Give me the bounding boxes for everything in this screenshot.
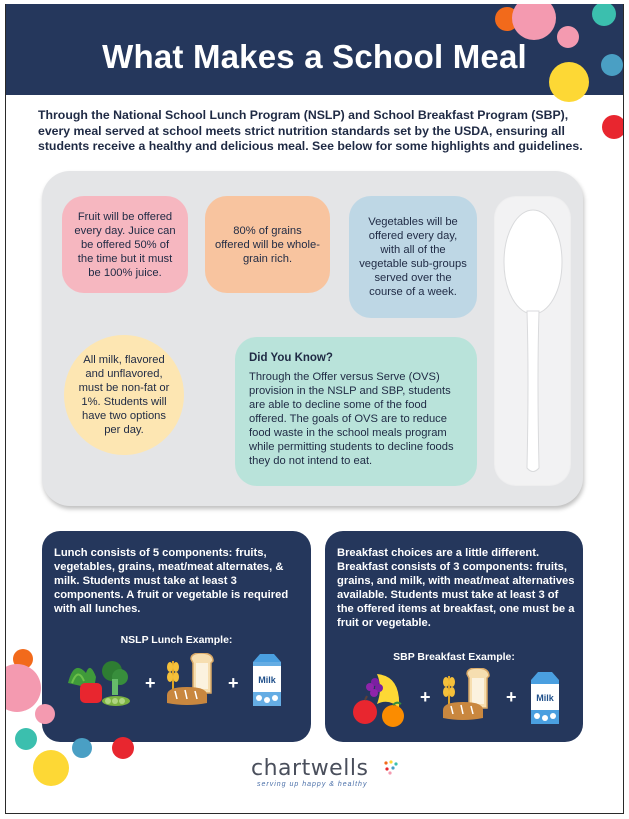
- decorative-dot: [5, 664, 41, 712]
- lunch-description: Lunch consists of 5 components: fruits, vegetables, grains, meat/meat alternates, & milk. Students must take at least 3 components. A fruit or vegetable is required with all lunches.: [54, 547, 289, 615]
- lunch-tray: [42, 171, 583, 506]
- spoon-icon: [494, 196, 571, 486]
- grains-compartment: [205, 196, 330, 293]
- breakfast-panel: [325, 531, 583, 742]
- decorative-dot: [602, 115, 624, 139]
- decorative-dot: [72, 738, 92, 758]
- did-you-know-body: Through the Offer versus Serve (OVS) provision in the NSLP and SBP, students are able to decline some of the food offered. The goals of OVS are to reduce food waste in the school meals program while permitting students to decline foods they do not intend to eat.: [249, 371, 454, 467]
- chartwells-logo: [251, 756, 411, 792]
- vegetables-guideline: Vegetables will be offered every day, with all of the vegetable sub-groups served over the course of a week.: [359, 216, 467, 298]
- logo-wordmark: chartwells: [251, 756, 369, 781]
- grains-icon: [163, 653, 223, 709]
- fruit-compartment: [62, 196, 188, 293]
- did-you-know-title: Did You Know?: [249, 352, 333, 364]
- did-you-know-compartment: [235, 337, 477, 486]
- decorative-dot: [549, 62, 589, 102]
- lunch-example-label: NSLP Lunch Example:: [120, 634, 233, 646]
- milk-compartment: [64, 335, 184, 455]
- milk-label: Milk: [536, 693, 554, 703]
- plus-sign: +: [506, 687, 517, 707]
- decorative-dot: [112, 737, 134, 759]
- decorative-dot: [601, 54, 623, 76]
- spoon-compartment: [494, 196, 571, 486]
- page-title: What Makes a School Meal: [102, 38, 527, 75]
- breakfast-example-label: SBP Breakfast Example:: [393, 651, 515, 663]
- decorative-dot: [33, 750, 69, 786]
- lunch-panel: [42, 531, 311, 742]
- plus-sign: +: [420, 687, 431, 707]
- decorative-dot: [15, 728, 37, 750]
- milk-guideline: All milk, flavored and unflavored, must be non-fat or 1%. Students will have two options per day.: [78, 354, 170, 436]
- plus-sign: +: [145, 673, 156, 693]
- milk-carton-icon: [247, 652, 287, 708]
- logo-tagline: serving up happy & healthy: [257, 781, 368, 788]
- milk-label: Milk: [258, 675, 276, 685]
- vegetables-icon: [64, 653, 136, 711]
- infographic-page: [5, 4, 624, 814]
- fruits-icon: [349, 668, 413, 730]
- logo-dots-icon: [383, 760, 399, 776]
- plus-sign: +: [228, 673, 239, 693]
- decorative-dot: [557, 26, 579, 48]
- fruit-guideline: Fruit will be offered every day. Juice can be offered 50% of the time but it must be 100% juice.: [74, 210, 176, 279]
- breakfast-description: Breakfast choices are a little different. Breakfast consists of 3 components: fruits, grains, and milk, with meat/meat alternatives available. Students must take at least 3 of the offered items at breakfast, one must be a fruit or vegetable.: [337, 547, 575, 629]
- grains-guideline: 80% of grains offered will be whole-grain rich.: [215, 224, 320, 265]
- intro-paragraph: Through the National School Lunch Program (NSLP) and School Breakfast Program (SBP), every meal served at school meets strict nutrition standards set by the USDA, ensuring all students receive a healthy and delicious meal. See below for some highlights and guidelines.: [38, 108, 583, 153]
- grains-icon: [439, 668, 499, 724]
- vegetables-compartment: [349, 196, 477, 318]
- decorative-dot: [35, 704, 55, 724]
- milk-carton-icon: [525, 670, 565, 726]
